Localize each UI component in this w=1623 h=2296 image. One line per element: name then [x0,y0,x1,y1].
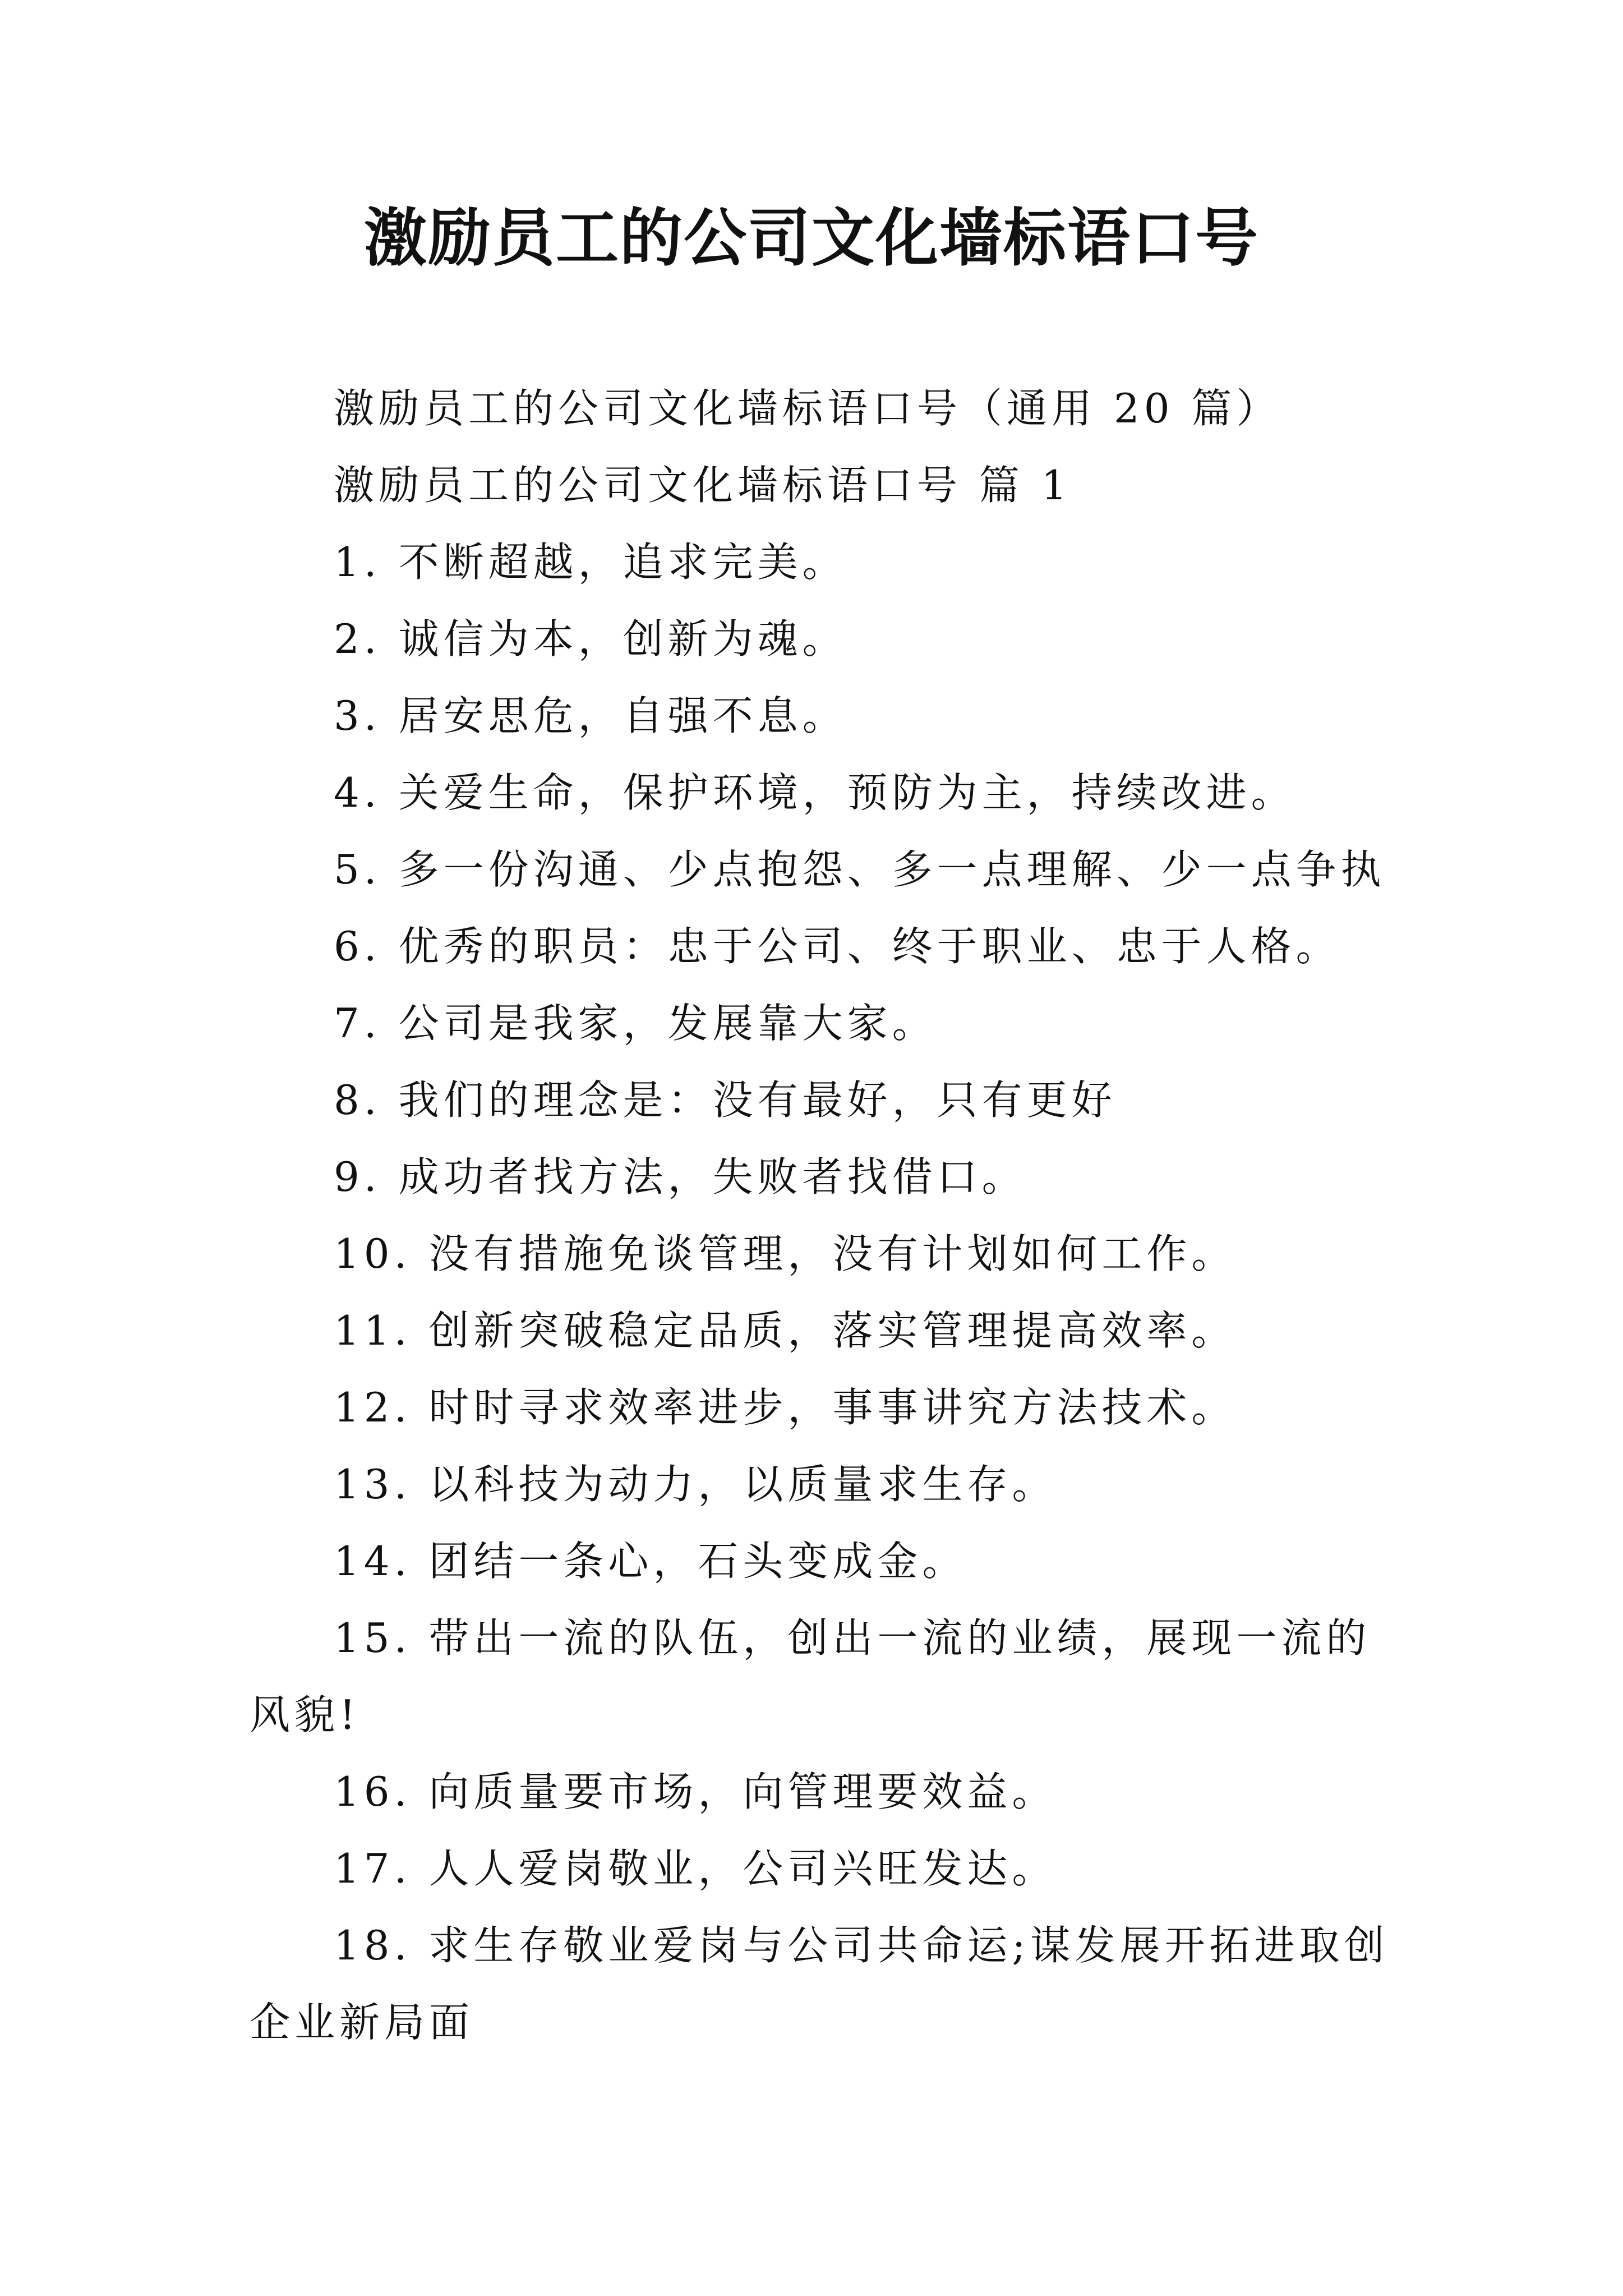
list-item: 18. 求生存敬业爱岗与公司共命运;谋发展开拓进取创企业新局面 [250,1922,1389,2046]
document-body [250,370,1394,2061]
list-item: 3. 居安思危，自强不息。 [334,692,847,739]
section-heading: 激励员工的公司文化墙标语口号 篇 1 [334,462,1072,509]
list-item: 8. 我们的理念是：没有最好，只有更好 [334,1076,1117,1124]
list-item: 12. 时时寻求效率进步，事事讲究方法技术。 [334,1384,1237,1431]
slogan-list [250,524,1394,2061]
document-subtitle: 激励员工的公司文化墙标语口号（通用 20 篇） [334,385,1281,432]
list-item: 16. 向质量要市场，向管理要效益。 [334,1768,1057,1815]
list-item: 13. 以科技为动力，以质量求生存。 [334,1461,1057,1508]
list-item: 15. 带出一流的队伍，创出一流的业绩，展现一流的风貌! [250,1614,1371,1738]
list-item: 9. 成功者找方法，失败者找借口。 [334,1153,1027,1200]
document-title: 激励员工的公司文化墙标语口号 [364,201,1259,275]
list-item: 1. 不断超越，追求完美。 [334,539,847,586]
list-item: 10. 没有措施免谈管理，没有计划如何工作。 [334,1230,1237,1277]
list-item: 2. 诚信为本，创新为魂。 [334,615,847,662]
list-item: 17. 人人爱岗敬业，公司兴旺发达。 [334,1845,1057,1892]
list-item: 6. 优秀的职员：忠于公司、终于职业、忠于人格。 [334,923,1341,970]
list-item: 14. 团结一条心，石头变成金。 [334,1538,967,1585]
list-item: 11. 创新突破稳定品质，落实管理提高效率。 [334,1307,1237,1354]
list-item: 4. 关爱生命，保护环境，预防为主，持续改进。 [334,769,1296,816]
list-item: 7. 公司是我家，发展靠大家。 [334,1000,937,1047]
list-item: 5. 多一份沟通、少点抱怨、多一点理解、少一点争执 [334,846,1386,893]
